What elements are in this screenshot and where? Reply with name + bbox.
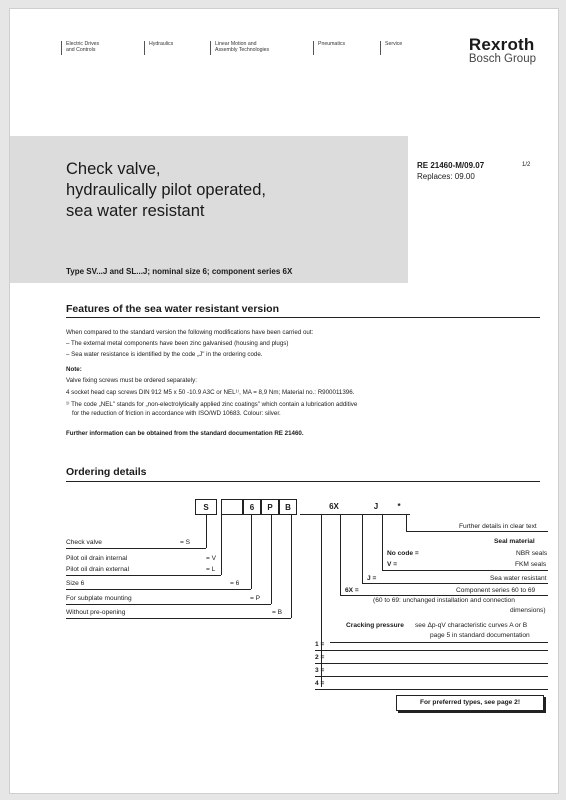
further-details-label: Further details in clear text <box>459 523 537 530</box>
code-box: 6 <box>243 499 261 515</box>
option-label: Size 6 <box>66 580 85 587</box>
seal-heading: Seal material <box>494 538 535 545</box>
option-code: = S <box>180 539 191 546</box>
code-underline <box>300 514 410 515</box>
footnote: ¹⁾ The code „NEL" stands for „non-electrolytically applied zinc coatings" which contain a lubrication additive <box>66 401 358 408</box>
option-code: = L <box>206 566 216 573</box>
preferred-types-box: For preferred types, see page 2! <box>396 695 544 711</box>
code-box: * <box>397 502 401 511</box>
page-number: 1/2 <box>522 162 531 168</box>
option-code: = P <box>250 595 261 602</box>
replaces-label: Replaces: 09.00 <box>417 172 475 181</box>
series-code-label: 6X = <box>345 587 359 594</box>
option-label: Check valve <box>66 539 102 546</box>
features-heading: Features of the sea water resistant version <box>66 303 279 315</box>
footnote: for the reduction of friction in accordance with ISO/WD 10683. Colour: silver. <box>72 410 281 417</box>
nav-separator <box>313 41 314 55</box>
section-rule <box>66 317 540 318</box>
pressure-option: 4 = <box>315 680 325 687</box>
nbr-label: NBR seals <box>516 550 548 557</box>
features-bullet: – The external metal components have been zinc galvanised (housing and plugs) <box>66 340 289 347</box>
nav-separator <box>380 41 381 55</box>
nav-service[interactable]: Service <box>385 41 402 47</box>
option-code: = 6 <box>230 580 240 587</box>
page-title: Check valve, hydraulically pilot operated, sea water resistant <box>66 160 266 220</box>
nav-separator <box>144 41 145 55</box>
code-box: J <box>373 502 379 511</box>
code-box <box>221 499 243 515</box>
v-code-label: V = <box>387 561 398 568</box>
brand-logo: Rexroth Bosch Group <box>468 35 536 65</box>
option-label: Without pre-opening <box>66 609 126 616</box>
cracking-label: Cracking pressure <box>346 622 404 629</box>
type-line: Type SV...J and SL...J; nominal size 6; component series 6X <box>66 267 293 276</box>
features-intro: When compared to the standard version the following modifications have been carried out: <box>66 329 314 336</box>
document-page <box>9 8 559 794</box>
further-info: Further information can be obtained from the standard documentation RE 21460. <box>66 430 304 437</box>
nav-separator <box>61 41 62 55</box>
note-label: Note: <box>66 366 82 373</box>
pressure-option: 3 = <box>315 667 325 674</box>
document-number: RE 21460-M/09.07 <box>417 161 485 170</box>
nav-separator <box>210 41 211 55</box>
series-note: (60 to 69: unchanged installation and connection <box>373 597 515 604</box>
nav-linear-motion[interactable]: Linear Motion and Assembly Technologies <box>215 41 269 53</box>
series-note: dimensions) <box>510 607 546 614</box>
option-code: = V <box>206 555 217 562</box>
cracking-text: see Δp-qV characteristic curves A or B <box>415 622 528 629</box>
cracking-text: page 5 in standard documentation <box>430 632 530 639</box>
section-rule <box>66 481 540 482</box>
code-box: S <box>195 499 217 515</box>
nav-pneumatics[interactable]: Pneumatics <box>318 41 345 47</box>
nav-hydraulics[interactable]: Hydraulics <box>149 41 173 47</box>
pressure-option: 1 = <box>315 641 325 648</box>
no-code-label: No code = <box>387 550 419 557</box>
series-label: Component series 60 to 69 <box>456 587 536 594</box>
option-label: Pilot oil drain external <box>66 566 130 573</box>
ordering-heading: Ordering details <box>66 466 147 478</box>
option-label: For subplate mounting <box>66 595 132 602</box>
features-bullet: – Sea water resistance is identified by the code „J" in the ordering code. <box>66 351 263 358</box>
nav-electric-drives[interactable]: Electric Drives and Controls <box>66 41 99 53</box>
note-text: 4 socket head cap screws DIN 912 M5 x 50 -10.9 A3C or NEL¹⁾, MA = 8,9 Nm; Material no.: R900011396. <box>66 389 355 396</box>
pressure-option: 2 = <box>315 654 325 661</box>
option-label: Pilot oil drain internal <box>66 555 128 562</box>
fkm-label: FKM seals <box>515 561 547 568</box>
code-box: B <box>279 499 297 515</box>
note-text: Valve fixing screws must be ordered separately: <box>66 377 197 384</box>
sea-water-label: Sea water resistant <box>490 575 547 582</box>
code-box: 6X <box>329 502 339 511</box>
option-code: = B <box>272 609 283 616</box>
code-box: P <box>261 499 279 515</box>
j-code-label: J = <box>367 575 377 582</box>
